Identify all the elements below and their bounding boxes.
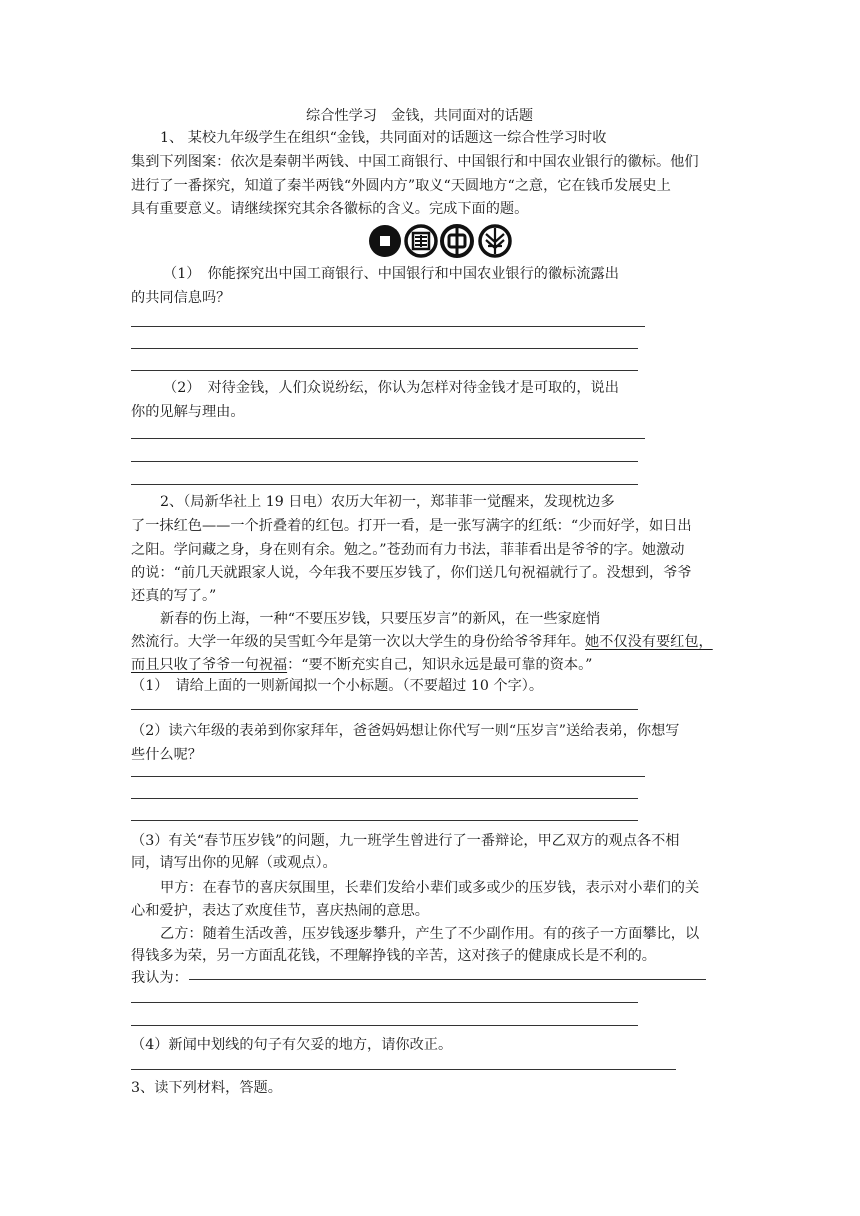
my-view-answer-line-1[interactable] [189, 979, 706, 980]
q1-sub1-answer-line-3[interactable] [131, 370, 638, 371]
q2-news-line-1: 2、（局新华社上 19 日电）农历大年初一，郑菲菲一觉醒来，发现枕边多 [160, 494, 615, 510]
q2-news-line-5: 还真的写了。” [131, 588, 217, 604]
q2-sub3-line-1: （3）有关“春节压岁钱”的问题，九一班学生曾进行了一番辩论，甲乙双方的观点各不相 [131, 833, 680, 849]
q2-sub2-answer-line-3[interactable] [131, 820, 638, 821]
my-view-label: 我认为： [131, 970, 188, 986]
bank-of-china-logo-icon [442, 226, 472, 256]
q3-prompt: 3、读下列材料，答题。 [131, 1080, 282, 1096]
my-view-answer-line-2[interactable] [131, 1002, 638, 1003]
side-a-line-1: 甲方：在春节的喜庆氛围里，长辈们发给小辈们或多或少的压岁钱，表示对小辈们的关 [160, 880, 700, 896]
q2-news-line-4: 的说：“前几天就跟家人说，今年我不要压岁钱了，你们送几句祝福就行了。没想到，爷爷 [131, 565, 692, 581]
q1-sub1-line-1: （1） 你能探究出中国工商银行、中国银行和中国农业银行的徽标流露出 [163, 266, 619, 282]
qin-banliang-coin-icon [369, 225, 401, 257]
q2-sub2-answer-line-1[interactable] [131, 776, 645, 777]
underlined-sentence-part-2: 而且只收了爷爷一句祝福 [131, 657, 288, 673]
q1-sub1-answer-line-1[interactable] [131, 326, 645, 327]
q2-news-p2-line-3-text: ：“要不断充实自己，知识永远是最可靠的资本。” [287, 657, 593, 673]
q1-sub2-line-2: 你的见解与理由。 [131, 404, 245, 420]
q1-sub2-answer-line-1[interactable] [131, 438, 645, 439]
q1-sub2-answer-line-3[interactable] [131, 484, 638, 485]
q1-sub1-line-2: 的共同信息吗？ [131, 290, 231, 306]
q2-sub2-answer-line-2[interactable] [131, 798, 638, 799]
q2-news-p2-line-3 [131, 655, 592, 675]
q2-sub1-answer-line[interactable] [131, 709, 638, 710]
underlined-sentence-part-1: 她不仅没有要红包， [585, 634, 713, 650]
q1-intro-line-1: 1、 某校九年级学生在组织“金钱，共同面对的话题这一综合性学习时收 [160, 130, 607, 146]
q2-sub4-prompt: （4）新闻中划线的句子有欠妥的地方，请你改正。 [131, 1037, 453, 1053]
q2-news-p2-line-2 [131, 632, 713, 652]
q1-sub2-answer-line-2[interactable] [131, 461, 638, 462]
q2-sub1-prompt: （1） 请给上面的一则新闻拟一个小标题。（不要超过 10 个字）。 [131, 678, 544, 694]
agricultural-bank-logo-icon [480, 226, 510, 256]
side-a-line-2: 心和爱护，表达了欢度佳节，喜庆热闹的意思。 [131, 903, 429, 919]
q1-intro-line-4: 具有重要意义。请继续探究其余各徽标的含义。完成下面的题。 [131, 201, 529, 217]
q2-news-p2-line-1: 新春的伤上海，一种“不要压岁钱，只要压岁言”的新风，在一些家庭悄 [160, 611, 601, 627]
q2-sub4-answer-line[interactable] [131, 1069, 676, 1070]
q2-sub2-line-1: （2）读六年级的表弟到你家拜年，爸爸妈妈想让你代写一则“压岁言”送给表弟，你想写 [131, 723, 680, 739]
my-view-answer-line-3[interactable] [131, 1025, 638, 1026]
q2-news-line-2: 了一抹红色——一个折叠着的红包。打开一看，是一张写满字的红纸：“少而好学，如日出 [131, 518, 692, 534]
q1-intro-line-3: 进行了一番探究，知道了秦半两钱“外圆内方”取义“天圆地方“之意，它在钱币发展史上 [131, 178, 671, 194]
icbc-logo-icon [406, 226, 436, 256]
q1-sub2-line-1: （2） 对待金钱，人们众说纷纭，你认为怎样对待金钱才是可取的，说出 [163, 380, 619, 396]
q2-sub2-line-2: 些什么呢？ [131, 747, 202, 763]
side-b-line-1: 乙方：随着生活改善，压岁钱逐步攀升，产生了不少副作用。有的孩子一方面攀比，以 [160, 926, 700, 942]
q2-news-p2-line-2-text: 然流行。大学一年级的吴雪虹今年是第一次以大学生的身份给爷爷拜年。 [131, 634, 586, 650]
side-b-line-2: 得钱多为荣，另一方面乱花钱，不理解挣钱的辛苦，这对孩子的健康成长是不利的。 [131, 948, 656, 964]
page-title: 综合性学习 金钱，共同面对的话题 [306, 108, 534, 124]
bank-logos-strip [368, 224, 518, 258]
q2-news-line-3: 之阳。学问藏之身，身在则有余。勉之。”苍劲而有力书法，菲菲看出是爷爷的字。她激动 [131, 542, 685, 558]
q1-sub1-answer-line-2[interactable] [131, 348, 638, 349]
q1-intro-line-2: 集到下列图案：依次是秦朝半两钱、中国工商银行、中国银行和中国农业银行的徽标。他们 [131, 154, 699, 170]
q2-sub3-line-2: 同，请写出你的见解（或观点）。 [131, 855, 337, 871]
